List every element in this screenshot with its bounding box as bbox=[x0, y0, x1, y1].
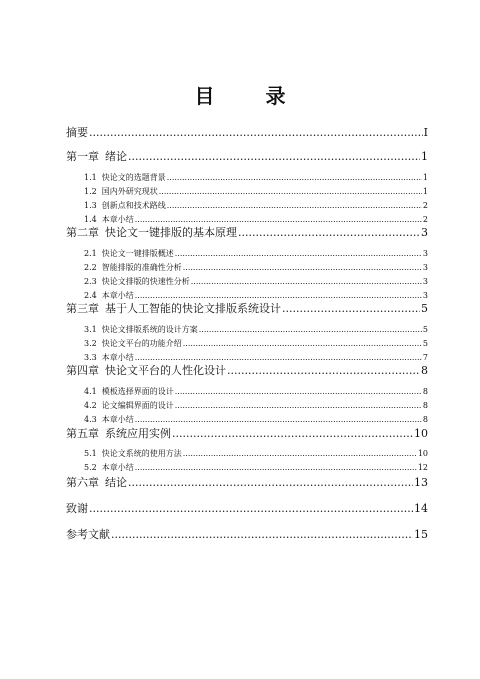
toc-entry-label: 参考文献 bbox=[66, 528, 110, 541]
toc-entry-label: 1.1 快论文的选题背景 bbox=[84, 173, 166, 182]
dot-leader bbox=[172, 427, 413, 441]
toc-entry-label: 2.2 智能排版的准确性分析 bbox=[84, 263, 182, 272]
dot-leader bbox=[135, 352, 422, 363]
toc-page-number: 14 bbox=[414, 502, 428, 515]
toc-entry[interactable] bbox=[66, 528, 428, 542]
toc-page-number: 3 bbox=[421, 226, 428, 239]
dot-leader bbox=[191, 276, 422, 287]
dot-leader bbox=[183, 262, 422, 273]
toc-entry[interactable] bbox=[66, 302, 428, 316]
toc-entry[interactable] bbox=[66, 502, 428, 516]
toc-entry-label: 4.1 模板选择界面的设计 bbox=[84, 387, 174, 396]
toc-entry[interactable] bbox=[84, 352, 428, 363]
toc-entry[interactable] bbox=[84, 276, 428, 287]
toc-page-number: 10 bbox=[417, 449, 428, 458]
toc-entry[interactable] bbox=[66, 126, 428, 140]
toc-entry[interactable] bbox=[66, 364, 428, 378]
dot-leader bbox=[167, 200, 422, 211]
toc-page-number: 10 bbox=[414, 427, 428, 440]
dot-leader bbox=[89, 126, 423, 140]
toc-entry-label: 5.1 快论文系统的使用方法 bbox=[84, 449, 182, 458]
dot-leader bbox=[175, 400, 422, 411]
dot-leader bbox=[183, 448, 417, 459]
toc-page-number: 5 bbox=[421, 302, 428, 315]
dot-leader bbox=[227, 364, 420, 378]
toc-entry[interactable] bbox=[84, 186, 428, 197]
toc-entry-label: 致谢 bbox=[66, 502, 88, 515]
dot-leader bbox=[183, 338, 422, 349]
toc-entry[interactable] bbox=[84, 414, 428, 425]
toc-page-number: 8 bbox=[422, 415, 428, 424]
toc-entry[interactable] bbox=[66, 226, 428, 240]
toc-entry[interactable] bbox=[84, 214, 428, 225]
toc-entry[interactable] bbox=[84, 448, 428, 459]
toc-entry-label: 第一章 绪论 bbox=[66, 150, 127, 163]
toc-entry-label: 2.1 快论文一键排版概述 bbox=[84, 249, 174, 258]
toc-page-number: 3 bbox=[422, 291, 428, 300]
toc-entry[interactable] bbox=[84, 462, 428, 473]
toc-entry-label: 1.3 创新点和技术路线 bbox=[84, 201, 166, 210]
dot-leader bbox=[135, 290, 422, 301]
toc-entry-label: 第六章 结论 bbox=[66, 476, 127, 489]
toc-page-number: 3 bbox=[422, 263, 428, 272]
toc-entry-label: 2.3 快论文排版的快速性分析 bbox=[84, 277, 190, 286]
toc-entry-label: 2.4 本章小结 bbox=[84, 291, 134, 300]
dot-leader bbox=[89, 502, 413, 516]
toc-entry-label: 4.2 论文编辑界面的设计 bbox=[84, 401, 174, 410]
toc-title: 目 录 bbox=[194, 84, 308, 108]
toc-page-number: 3 bbox=[422, 277, 428, 286]
toc-page-number: 8 bbox=[422, 401, 428, 410]
dot-leader bbox=[159, 186, 422, 197]
toc-entry-label: 1.2 国内外研究现状 bbox=[84, 187, 158, 196]
toc-entry[interactable] bbox=[66, 150, 428, 164]
toc-page-number: 12 bbox=[417, 463, 428, 472]
toc-page-number: 1 bbox=[422, 187, 428, 196]
toc-page-number: 8 bbox=[422, 387, 428, 396]
dot-leader bbox=[135, 462, 417, 473]
toc-page-number: 7 bbox=[422, 353, 428, 362]
toc-entry-label: 第三章 基于人工智能的快论文排版系统设计 bbox=[66, 302, 281, 315]
toc-entry-label: 第四章 快论文平台的人性化设计 bbox=[66, 364, 226, 377]
toc-entry-label: 第五章 系统应用实例 bbox=[66, 427, 171, 440]
toc-entry[interactable] bbox=[84, 324, 428, 335]
toc-entry-label: 3.3 本章小结 bbox=[84, 353, 134, 362]
toc-page-number: 15 bbox=[414, 528, 428, 541]
toc-entry-label: 第二章 快论文一键排版的基本原理 bbox=[66, 226, 237, 239]
toc-entry[interactable] bbox=[84, 248, 428, 259]
toc-entry-label: 5.2 本章小结 bbox=[84, 463, 134, 472]
dot-leader bbox=[135, 414, 422, 425]
dot-leader bbox=[238, 226, 420, 240]
toc-page-number: 5 bbox=[422, 325, 428, 334]
dot-leader bbox=[128, 476, 413, 490]
toc-entry[interactable] bbox=[84, 172, 428, 183]
toc-page-number: 8 bbox=[421, 364, 428, 377]
toc-entry[interactable] bbox=[84, 386, 428, 397]
toc-page-number: I bbox=[423, 126, 428, 139]
toc-entry-label: 3.1 快论文排版系统的设计方案 bbox=[84, 325, 198, 334]
dot-leader bbox=[135, 214, 422, 225]
dot-leader bbox=[199, 324, 422, 335]
dot-leader bbox=[175, 386, 422, 397]
toc-entry[interactable] bbox=[66, 476, 428, 490]
dot-leader bbox=[167, 172, 422, 183]
toc-page-number: 1 bbox=[421, 150, 428, 163]
toc-entry[interactable] bbox=[84, 262, 428, 273]
toc-entry[interactable] bbox=[84, 338, 428, 349]
toc-page-number: 3 bbox=[422, 249, 428, 258]
toc-page-number: 2 bbox=[422, 215, 428, 224]
dot-leader bbox=[175, 248, 422, 259]
toc-entry-label: 4.3 本章小结 bbox=[84, 415, 134, 424]
toc-page-number: 1 bbox=[422, 173, 428, 182]
dot-leader bbox=[282, 302, 420, 316]
toc-entry-label: 3.2 快论文平台的功能介绍 bbox=[84, 339, 182, 348]
toc-entry[interactable] bbox=[66, 427, 428, 441]
toc-page-number: 2 bbox=[422, 201, 428, 210]
toc-entry[interactable] bbox=[84, 400, 428, 411]
toc-entry[interactable] bbox=[84, 200, 428, 211]
dot-leader bbox=[128, 150, 420, 164]
toc-page-number: 13 bbox=[414, 476, 428, 489]
toc-entry[interactable] bbox=[84, 290, 428, 301]
dot-leader bbox=[111, 528, 413, 542]
toc-page-number: 5 bbox=[422, 339, 428, 348]
toc-entry-label: 摘要 bbox=[66, 126, 88, 139]
toc-entry-label: 1.4 本章小结 bbox=[84, 215, 134, 224]
